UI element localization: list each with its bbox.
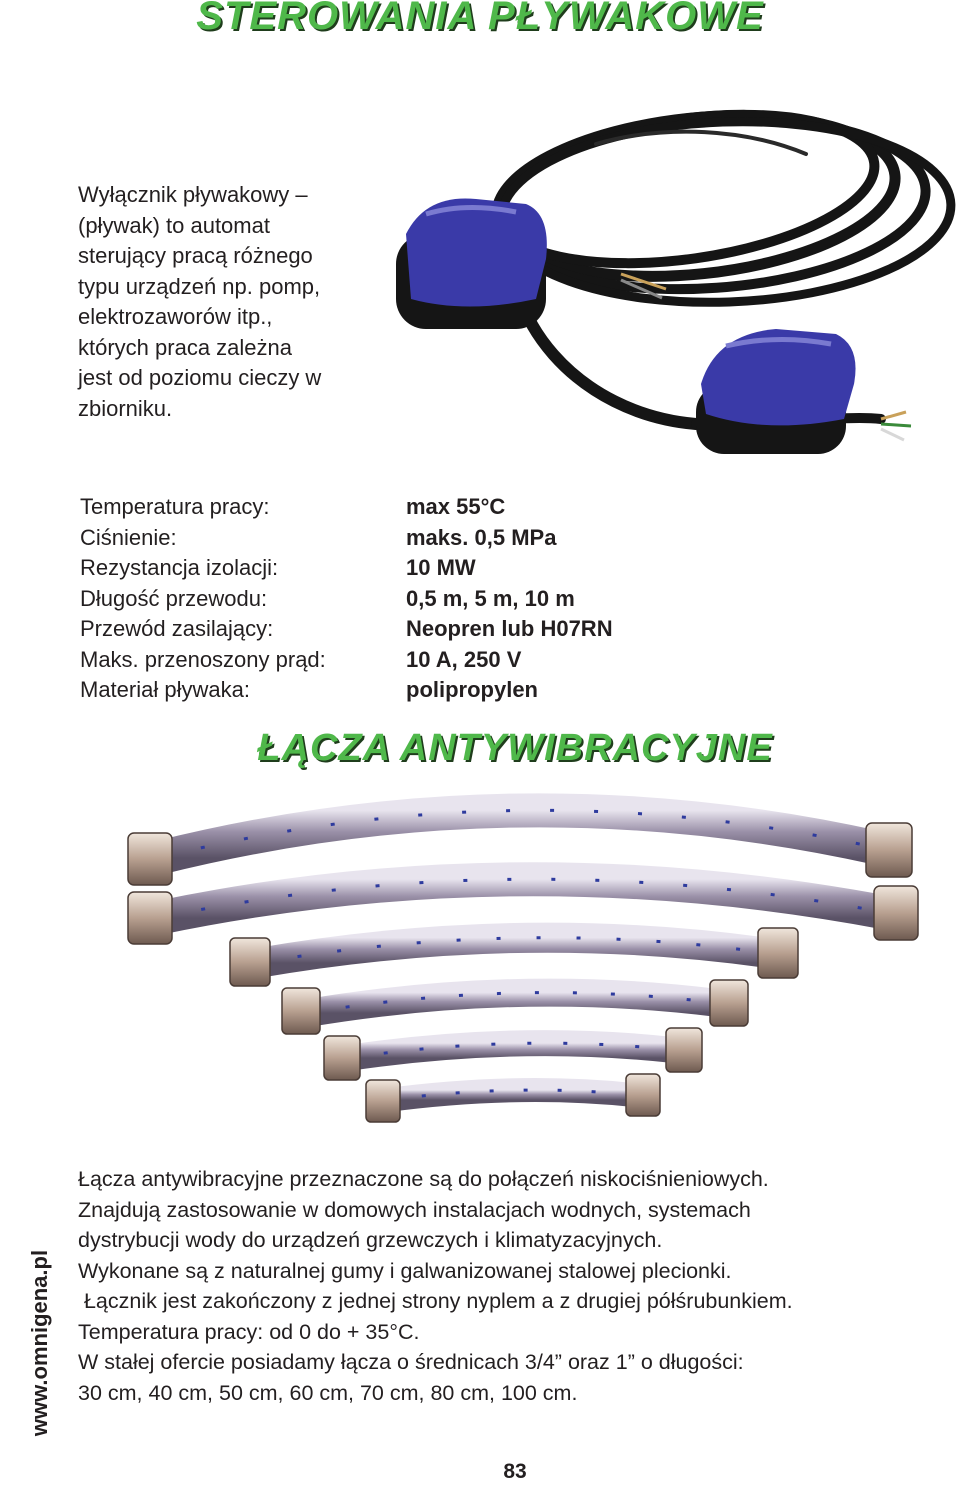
spec-table bbox=[80, 492, 680, 706]
description-line: W stałej ofercie posiadamy łącza o średnicach 3/4” oraz 1” o długości: bbox=[78, 1350, 744, 1374]
spec-value: 10 A, 250 V bbox=[406, 646, 522, 672]
intro-line: typu urządzeń np. pomp, bbox=[78, 273, 321, 299]
spec-label: Maks. przenoszony prąd: bbox=[80, 646, 326, 672]
intro-line: zbiorniku. bbox=[78, 395, 173, 421]
intro-line: jest od poziomu cieczy w bbox=[78, 365, 322, 390]
description-line: 30 cm, 40 cm, 50 cm, 60 cm, 70 cm, 80 cm, 100 cm. bbox=[78, 1380, 578, 1405]
intro-paragraph bbox=[78, 180, 378, 424]
description-line: dystrybucji wody do urządzeń grzewczych i klimatyzacyjnych. bbox=[78, 1228, 663, 1252]
description-line: Łącznik jest zakończony z jednej strony nyplem a z drugiej półśrubunkiem. bbox=[78, 1289, 793, 1313]
description-paragraph bbox=[78, 1164, 938, 1408]
float-switch-photo bbox=[366, 84, 960, 484]
spec-label: Materiał pływaka: bbox=[80, 677, 250, 702]
spec-row bbox=[80, 553, 680, 584]
spec-label: Ciśnienie: bbox=[80, 524, 177, 550]
description-line: Znajdują zastosowanie w domowych instalacjach wodnych, systemach bbox=[78, 1197, 751, 1222]
intro-line: których praca zależna bbox=[78, 334, 292, 360]
page-number: 83 bbox=[503, 1460, 527, 1483]
intro-line: Wyłącznik pływakowy – bbox=[78, 182, 308, 207]
spec-value: 0,5 m, 5 m, 10 m bbox=[406, 585, 575, 611]
description-line: Temperatura pracy: od 0 do + 35°C. bbox=[78, 1319, 420, 1344]
page-title: STEROWANIA PŁYWAKOWE bbox=[196, 0, 764, 38]
website-url: www.omnigena.pl bbox=[27, 1249, 52, 1437]
intro-line: (pływak) to automat bbox=[78, 212, 270, 238]
spec-row bbox=[80, 584, 680, 615]
description-line: Łącza antywibracyjne przeznaczone są do połączeń niskociśnieniowych. bbox=[78, 1167, 769, 1191]
spec-value: Neopren lub H07RN bbox=[406, 616, 613, 641]
description-line: Wykonane są z naturalnej gumy i galwanizowanej stalowej plecionki. bbox=[78, 1258, 732, 1283]
intro-line: sterujący pracą różnego bbox=[78, 243, 313, 268]
spec-value: max 55°C bbox=[406, 494, 506, 519]
spec-value: maks. 0,5 MPa bbox=[406, 524, 557, 550]
spec-label: Rezystancja izolacji: bbox=[80, 555, 279, 580]
spec-row bbox=[80, 645, 680, 676]
spec-value: polipropylen bbox=[406, 677, 538, 702]
section-title: ŁĄCZA ANTYWIBRACYJNE bbox=[257, 727, 773, 769]
spec-label: Temperatura pracy: bbox=[80, 494, 270, 519]
spec-row bbox=[80, 675, 680, 706]
spec-label: Przewód zasilający: bbox=[80, 616, 274, 641]
spec-row bbox=[80, 523, 680, 554]
spec-row bbox=[80, 492, 680, 523]
intro-line: elektrozaworów itp., bbox=[78, 304, 273, 329]
spec-value: 10 MW bbox=[406, 555, 476, 580]
spec-row bbox=[80, 614, 680, 645]
braided-hoses-photo bbox=[118, 788, 928, 1133]
spec-label: Długość przewodu: bbox=[80, 585, 268, 611]
